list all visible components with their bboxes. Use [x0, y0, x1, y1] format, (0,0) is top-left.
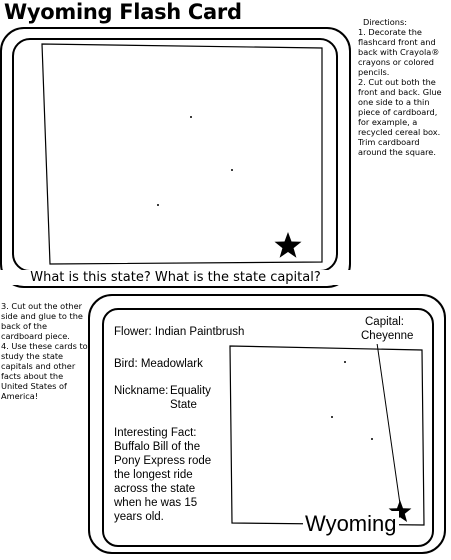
fact-nickname-line-2: State: [170, 399, 197, 411]
front-capital-star-icon: [275, 232, 302, 258]
directions-step-1: 1. Decorate the flashcard front and back with Crayola® crayons or colored pencils.: [358, 27, 440, 77]
directions-step-3: 3. Cut out the other side and glue to the back of the cardboard piece.: [1, 301, 83, 341]
fact-nickname-label: Nickname:: [114, 385, 169, 397]
page-title: Wyoming Flash Card: [4, 0, 242, 24]
capital-label: Capital:: [365, 316, 404, 328]
capital-name: Cheyenne: [361, 330, 414, 342]
fact-interesting-line-4: across the state: [114, 483, 196, 495]
fact-nickname-line-1: Equality: [170, 385, 211, 397]
front-question: What is this state? What is the state capital?: [0, 270, 351, 285]
front-map-dot: [231, 169, 233, 171]
front-map-dot: [190, 116, 192, 118]
fact-interesting-line-3: the longest ride: [114, 469, 193, 481]
fact-flower: Flower: Indian Paintbrush: [114, 326, 245, 338]
front-state-outline: [42, 44, 322, 264]
state-name: Wyoming: [305, 511, 397, 536]
fact-bird: Bird: Meadowlark: [114, 358, 203, 370]
fact-interesting-line-5: when he was 15: [114, 497, 198, 509]
directions-heading: Directions:: [363, 17, 408, 27]
directions-step-2: 2. Cut out both the front and back. Glue one side to a thin piece of cardboard, for example, a recycled cereal box. Trim cardboard around the square.: [358, 77, 442, 157]
fact-interesting-line-6: years old.: [114, 511, 164, 523]
front-map-dot: [157, 204, 159, 206]
directions-continued: [1, 301, 91, 401]
fact-interesting-line-2: Pony Express rode: [114, 455, 212, 467]
fact-interesting-line-1: Buffalo Bill of the: [114, 441, 201, 453]
fact-interesting-label: Interesting Fact:: [114, 427, 197, 439]
directions-step-4: 4. Use these cards to study the state capitals and other facts about the United States of America!: [1, 341, 88, 401]
